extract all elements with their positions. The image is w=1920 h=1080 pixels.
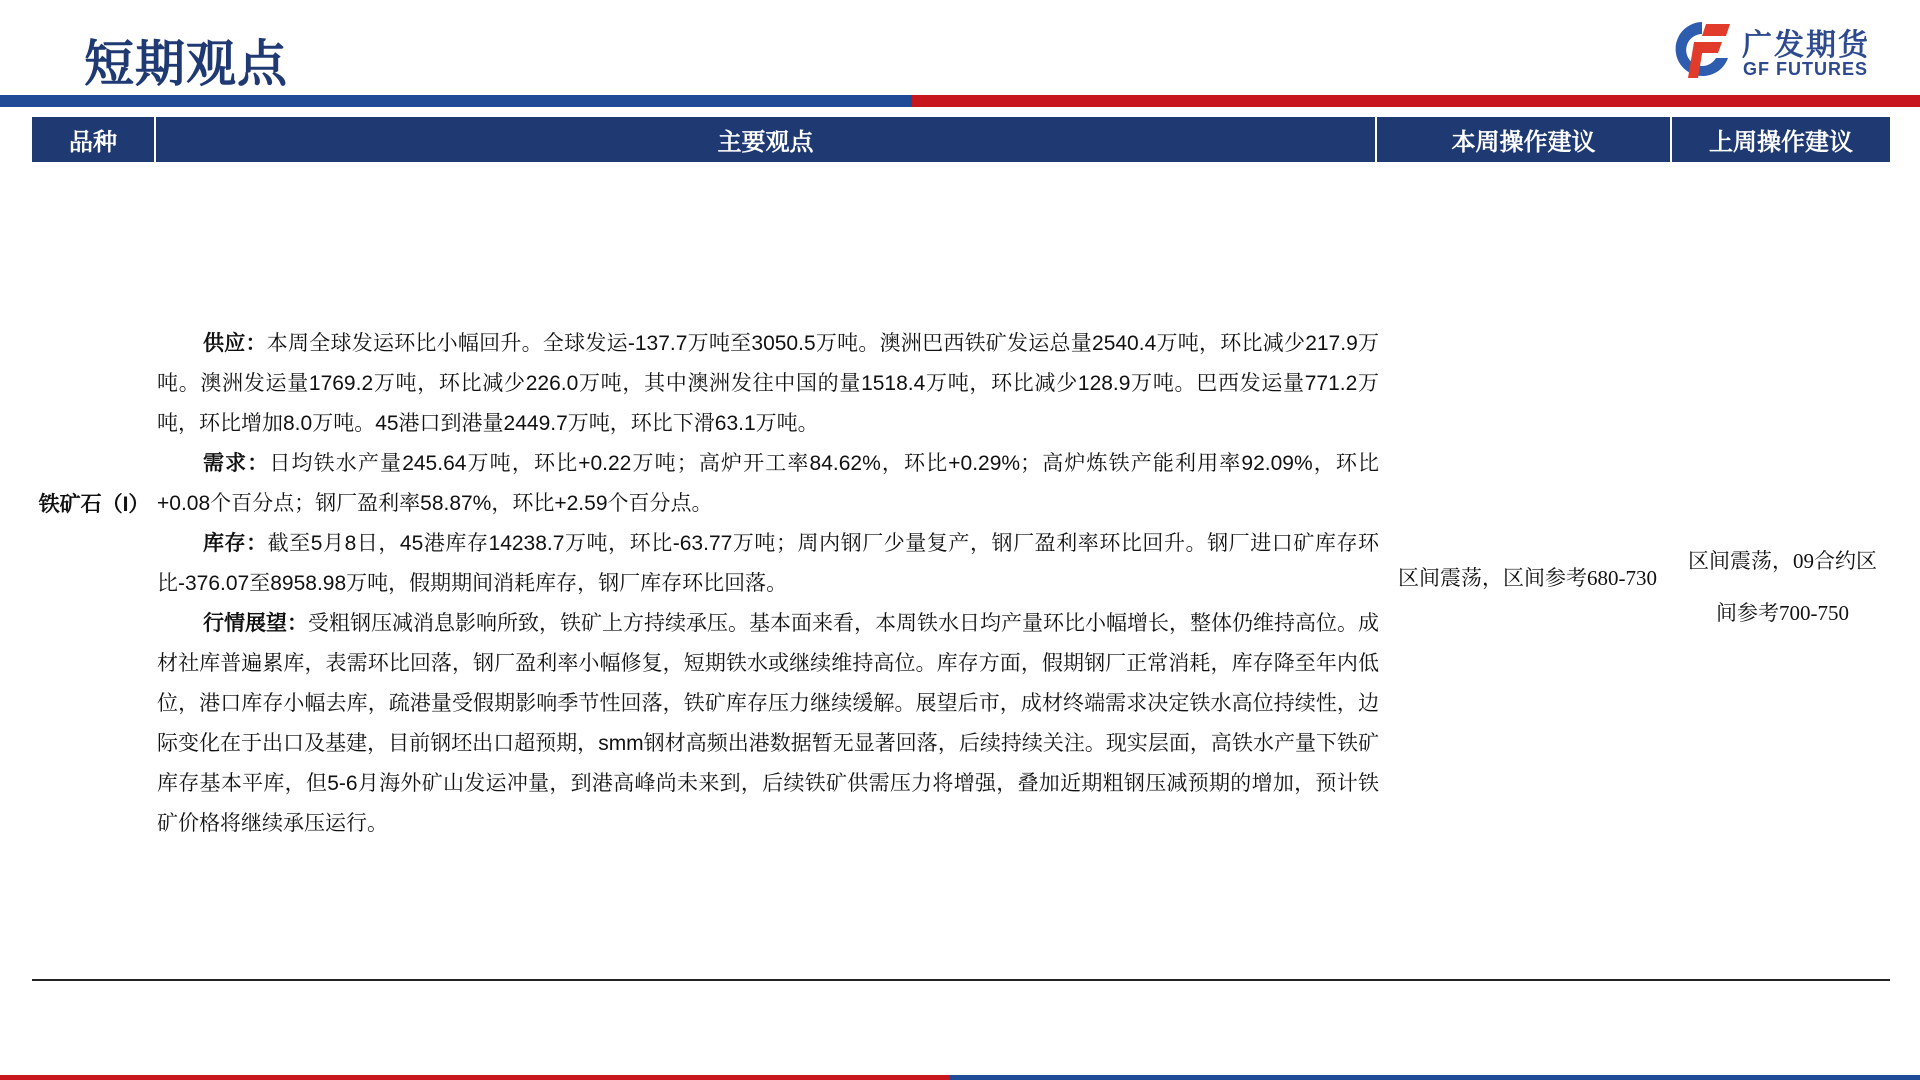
this-week-advice-cell: 区间震荡，区间参考680-730: [1398, 566, 1657, 590]
page-title: 短期观点: [84, 36, 288, 92]
column-header-variety: 品种: [32, 117, 156, 162]
paragraph-label: 行情展望：: [203, 612, 308, 635]
paragraph-label: 库存：: [203, 532, 268, 555]
column-header-main-view: 主要观点: [156, 117, 1377, 162]
last-week-advice-cell: [1675, 535, 1890, 639]
logo-text-en: GF FUTURES: [1743, 59, 1868, 79]
paragraph-text: 本周全球发运环比小幅回升。全球发运-137.7万吨至3050.5万吨。澳洲巴西铁矿发运总量2540.4万吨，环比减少217.9万吨。澳洲发运量1769.2万吨，环比减少226.0万吨，其中澳洲发往中国的量1518.4万吨，环比减少128.9万吨。巴西发运量771.2万吨，环比增加8.0万吨。45港口到港量2449.7万吨，环比下滑63.1万吨。: [157, 332, 1379, 435]
paragraph-text: 受粗钢压减消息影响所致，铁矿上方持续承压。基本面来看，本周铁水日均产量环比小幅增长，整体仍维持高位。成材社库普遍累库，表需环比回落，钢厂盈利率小幅修复，短期铁水或继续维持高位。库存方面，假期钢厂正常消耗，库存降至年内低位，港口库存小幅去库，疏港量受假期影响季节性回落，铁矿库存压力继续缓解。展望后市，成材终端需求决定铁水高位持续性，边际变化在于出口及基建，目前钢坯出口超预期，smm钢材高频出港数据暂无显著回落，后续持续关注。现实层面，高铁水产量下铁矿库存基本平库，但5-6月海外矿山发运冲量，到港高峰尚未来到，后续铁矿供需压力将增强，叠加近期粗钢压减预期的增加，预计铁矿价格将继续承压运行。: [157, 612, 1379, 835]
gf-futures-logo: [1672, 18, 1882, 86]
header-band-red: [912, 95, 1920, 107]
main-view-cell: [157, 324, 1379, 844]
column-header-this-week-advice: 本周操作建议: [1377, 117, 1672, 162]
footer-band: [0, 1075, 1920, 1080]
paragraph-label: 供应：: [203, 332, 267, 355]
table-header: [32, 117, 1890, 162]
header-band-blue: [0, 95, 912, 107]
last-week-advice-line: 间参考700-750: [1716, 601, 1849, 625]
paragraph-text: 日均铁水产量245.64万吨，环比+0.22万吨；高炉开工率84.62%，环比+0.29%；高炉炼铁产能利用率92.09%，环比+0.08个百分点；钢厂盈利率58.87%，环比+2.59个百分点。: [157, 452, 1380, 515]
paragraph-supply: [157, 324, 1379, 444]
paragraph-outlook: [157, 604, 1379, 844]
table-bottom-rule: [32, 979, 1890, 981]
header-band: [0, 95, 1920, 107]
last-week-advice-line: 区间震荡，09合约区: [1688, 549, 1877, 573]
gf-logo-icon: [1672, 18, 1732, 84]
paragraph-inventory: [157, 524, 1379, 604]
paragraph-text: 截至5月8日，45港库存14238.7万吨，环比-63.77万吨；周内钢厂少量复产，钢厂盈利率环比回升。钢厂进口矿库存环比-376.07至8958.98万吨，假期期间消耗库存，钢厂库存环比回落。: [157, 532, 1379, 595]
footer-band-red: [0, 1075, 950, 1080]
paragraph-demand: [157, 444, 1379, 524]
variety-cell: 铁矿石（I）: [38, 493, 150, 516]
logo-text-cn: 广发期货: [1742, 29, 1870, 62]
footer-band-blue: [950, 1075, 1920, 1080]
column-header-last-week-advice: 上周操作建议: [1672, 117, 1890, 162]
paragraph-label: 需求：: [203, 452, 270, 475]
